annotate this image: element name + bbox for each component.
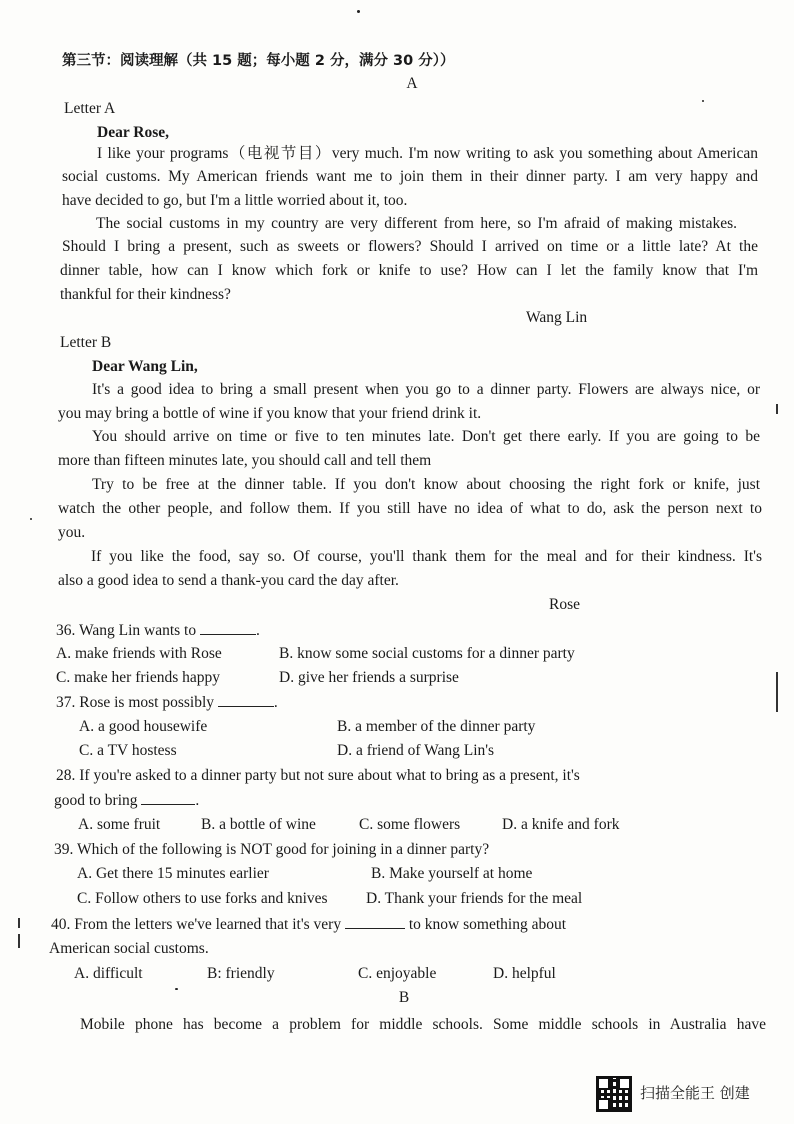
passage-a-label: A [406, 75, 418, 92]
letter-a-p2-l2: Should I bring a present, such as sweets or flowers? Should I arrived on time or a little late? At the [62, 238, 758, 255]
letter-b-p4-l1: If you like the food, say so. Of course, you'll thank them for the meal and for their kindness. It's [91, 548, 762, 565]
q37-stem-row [56, 692, 278, 713]
q36-answer-blank[interactable] [200, 620, 256, 635]
letter-b-signature: Rose [549, 596, 580, 613]
q37-option-a[interactable]: A. a good housewife [79, 718, 208, 735]
letter-b-p3-l1: Try to be free at the dinner table. If you don't know about choosing the right fork or knife, just [92, 476, 760, 493]
passage-b-first-line: Mobile phone has become a problem for middle schools. Some middle schools in Australia have [80, 1016, 766, 1033]
section-header: 第三节：阅读理解（共 15 题；每小题 2 分，满分 30 分）） [62, 53, 455, 69]
scan-speck [702, 100, 704, 102]
q38-option-d[interactable]: D. a knife and fork [502, 816, 620, 833]
letter-a-signature: Wang Lin [526, 309, 588, 326]
letter-b-p1-l2: you may bring a bottle of wine if you know that your friend drink it. [58, 405, 482, 422]
q40-stem-row [51, 914, 566, 935]
scan-speck [175, 988, 178, 990]
q39-option-a[interactable]: A. Get there 15 minutes earlier [77, 865, 269, 882]
letter-a-p2-l1: The social customs in my country are very different from here, so I'm afraid of making mistakes. [96, 215, 737, 232]
q40-stem-b: to know something about [408, 916, 567, 933]
q37-answer-blank[interactable] [218, 692, 274, 707]
q38-stem-row-2 [54, 790, 199, 811]
q40-option-c[interactable]: C. enjoyable [358, 965, 437, 982]
letter-b-p2-l2: more than fifteen minutes late, you should call and tell them [58, 452, 432, 469]
q37-option-d[interactable]: D. a friend of Wang Lin's [337, 742, 495, 759]
q40-answer-blank[interactable] [345, 914, 405, 929]
q38-stem-l1: 28. If you're asked to a dinner party but not sure about what to bring as a present, it's [56, 767, 580, 784]
q38-end: . [195, 792, 200, 809]
letter-b-greeting: Dear Wang Lin, [92, 358, 198, 375]
letter-b-p3-l3: you. [58, 524, 86, 541]
q39-option-d[interactable]: D. Thank your friends for the meal [366, 890, 583, 907]
scanner-watermark: 扫描全能王 创建 [640, 1084, 750, 1102]
letter-b-p1-l1: It's a good idea to bring a small present when you go to a dinner party. Flowers are always nice, or [92, 381, 760, 398]
q40-option-b[interactable]: B: friendly [207, 965, 275, 982]
q36-option-b[interactable]: B. know some social customs for a dinner party [279, 645, 575, 662]
q39-stem: 39. Which of the following is NOT good for joining in a dinner party? [54, 841, 490, 858]
letter-a-p1-l3: have decided to go, but I'm a little worried about it, too. [62, 192, 408, 209]
q40-option-d[interactable]: D. helpful [493, 965, 556, 982]
q40-stem-l2: American social customs. [49, 940, 209, 957]
scan-edge-mark [776, 404, 778, 414]
passage-b-label: B [398, 989, 410, 1006]
scan-edge-mark [18, 934, 20, 948]
scan-edge-mark [776, 672, 778, 712]
letter-a-p1-l1: I like your programs（电视节目）very much. I'm now writing to ask you something about American [97, 145, 758, 162]
q38-option-b[interactable]: B. a bottle of wine [201, 816, 316, 833]
q36-option-c[interactable]: C. make her friends happy [56, 669, 220, 686]
scan-edge-mark [18, 918, 20, 928]
q37-end: . [273, 694, 278, 711]
letter-b-label: Letter B [60, 334, 112, 351]
q37-stem: 37. Rose is most possibly [56, 694, 215, 711]
q36-option-a[interactable]: A. make friends with Rose [56, 645, 222, 662]
q40-option-a[interactable]: A. difficult [74, 965, 143, 982]
q36-stem-row [56, 620, 260, 641]
letter-b-p4-l2: also a good idea to send a thank-you card the day after. [58, 572, 399, 589]
q37-option-c[interactable]: C. a TV hostess [79, 742, 177, 759]
q36-end: . [255, 622, 260, 639]
letter-b-p2-l1: You should arrive on time or five to ten minutes late. Don't get there early. If you are going to be [92, 428, 760, 445]
q38-option-a[interactable]: A. some fruit [78, 816, 161, 833]
letter-b-p3-l2: watch the other people, and follow them. If you still have no idea of what to do, ask the person next to [58, 500, 762, 517]
letter-a-p1-l2: social customs. My American friends want me to join them in their dinner party. I am very happy and [62, 168, 758, 185]
q38-option-c[interactable]: C. some flowers [359, 816, 461, 833]
letter-a-greeting: Dear Rose, [97, 124, 170, 141]
q36-option-d[interactable]: D. give her friends a surprise [279, 669, 459, 686]
letter-a-p2-l4: thankful for their kindness? [60, 286, 231, 303]
qr-code-icon [596, 1076, 632, 1112]
q39-option-c[interactable]: C. Follow others to use forks and knives [77, 890, 328, 907]
letter-a-p2-l3: dinner table, how can I know which fork or knife to use? How can I let the family know that I'm [60, 262, 758, 279]
q40-stem-a: 40. From the letters we've learned that it's very [51, 916, 342, 933]
scan-speck [357, 10, 360, 13]
q38-stem-l2: good to bring [54, 792, 138, 809]
scan-speck [30, 518, 32, 520]
q38-answer-blank[interactable] [141, 790, 195, 805]
q36-stem: 36. Wang Lin wants to [56, 622, 197, 639]
letter-a-label: Letter A [64, 100, 116, 117]
q39-option-b[interactable]: B. Make yourself at home [371, 865, 533, 882]
q37-option-b[interactable]: B. a member of the dinner party [337, 718, 536, 735]
